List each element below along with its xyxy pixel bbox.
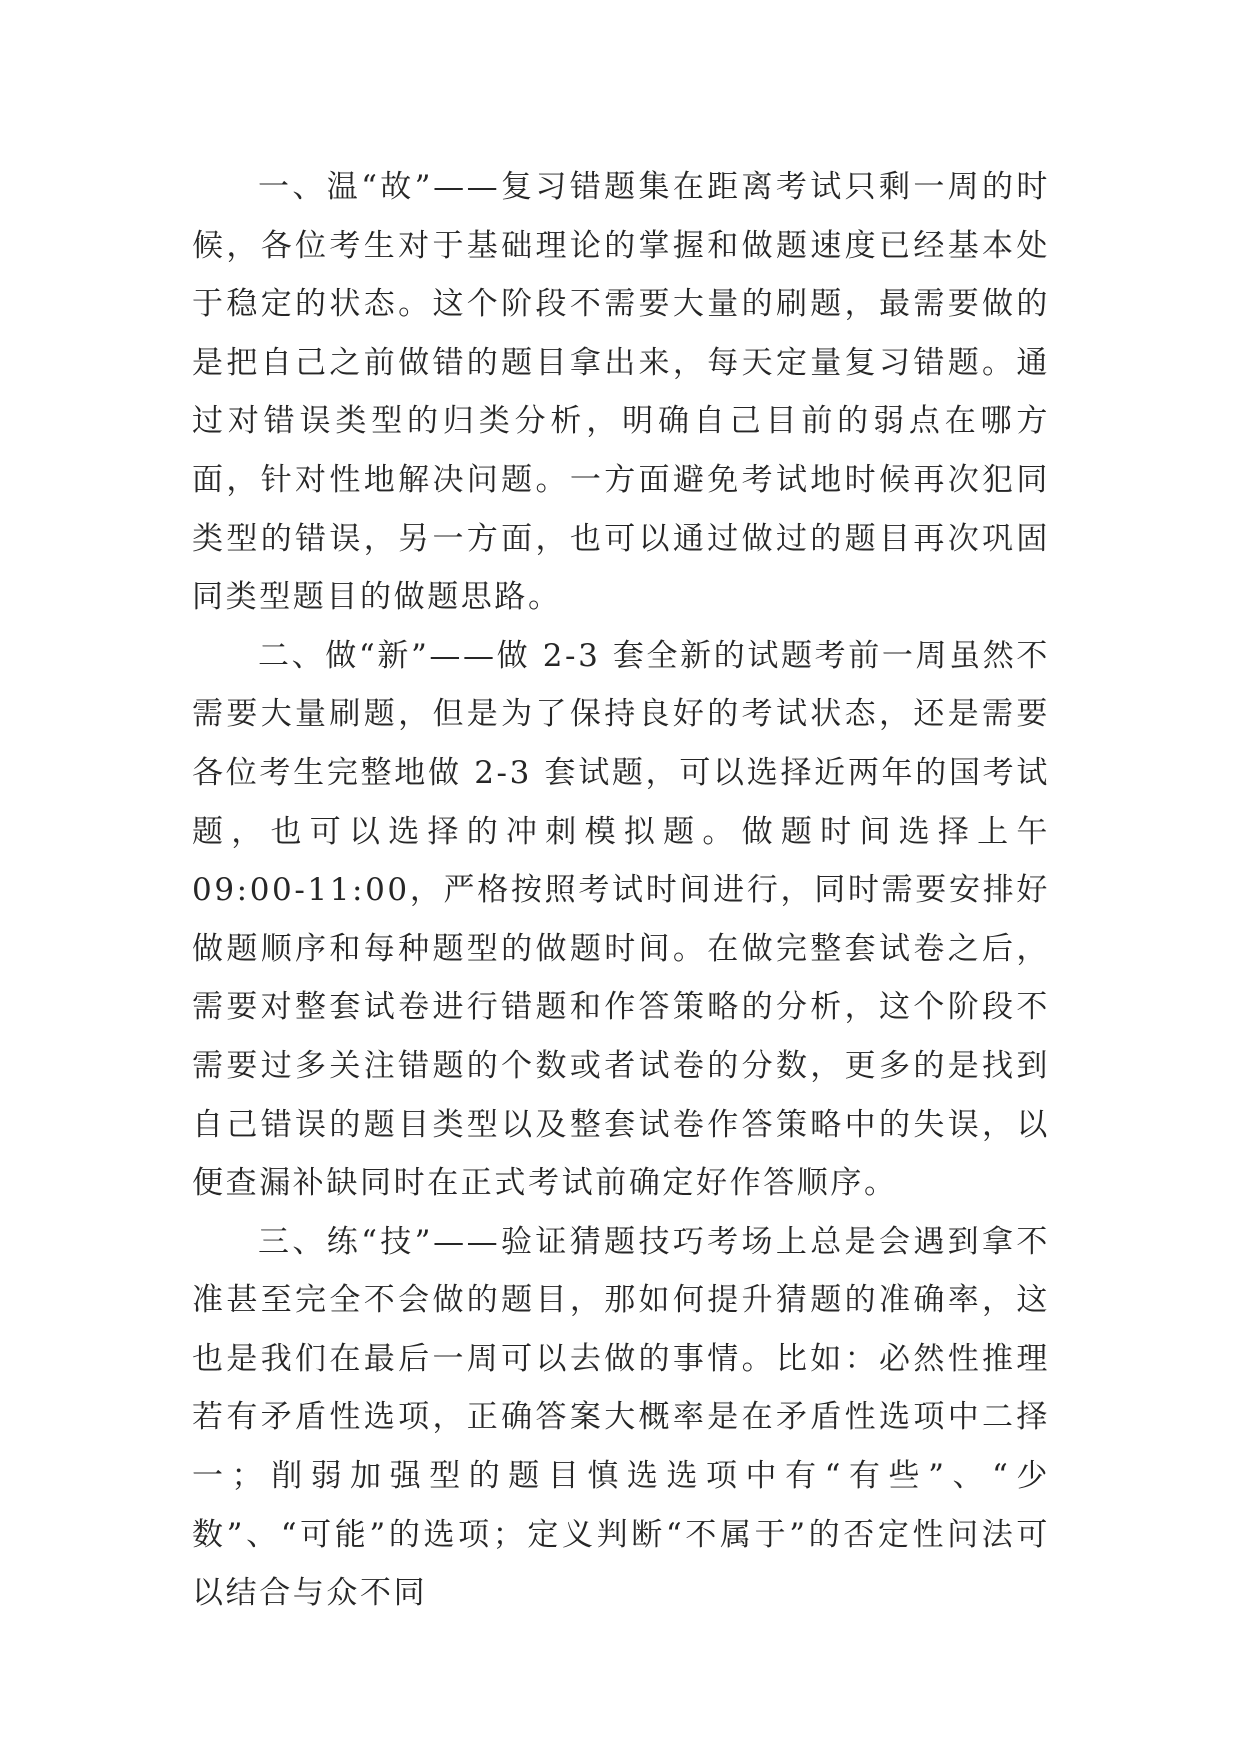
body-text bbox=[192, 158, 1050, 1623]
paragraph-guessing-skills: 三、练“技”——验证猜题技巧考场上总是会遇到拿不准甚至完全不会做的题目，那如何提升猜题的准确率，这也是我们在最后一周可以去做的事情。比如：必然性推理若有矛盾性选项，正确答案大概率是在矛盾性选项中二择一；削弱加强型的题目慎选选项中有“有些”、“少数”、“可能”的选项；定义判断“不属于”的否定性问法可以结合与众不同 bbox=[192, 1223, 1050, 1612]
paragraph-new-practice: 二、做“新”——做 2-3 套全新的试题考前一周虽然不需要大量刷题，但是为了保持良好的考试状态，还是需要各位考生完整地做 2-3 套试题，可以选择近两年的国考试题，也可以选择的冲刺模拟题。做题时间选择上午 09:00-11:00，严格按照考试时间进行，同时需要安排好做题顺序和每种题型的做题时间。在做完整套试卷之后，需要对整套试卷进行错题和作答策略的分析，这个阶段不需要过多关注错题的个数或者试卷的分数，更多的是找到自己错误的题目类型以及整套试卷作答策略中的失误，以便查漏补缺同时在正式考试前确定好作答顺序。 bbox=[192, 637, 1050, 1202]
paragraph-review-mistakes: 一、温“故”——复习错题集在距离考试只剩一周的时候，各位考生对于基础理论的掌握和做题速度已经基本处于稳定的状态。这个阶段不需要大量的刷题，最需要做的是把自己之前做错的题目拿出来，每天定量复习错题。通过对错误类型的归类分析，明确自己目前的弱点在哪方面，针对性地解决问题。一方面避免考试地时候再次犯同类型的错误，另一方面，也可以通过做过的题目再次巩固同类型题目的做题思路。 bbox=[192, 169, 1050, 616]
